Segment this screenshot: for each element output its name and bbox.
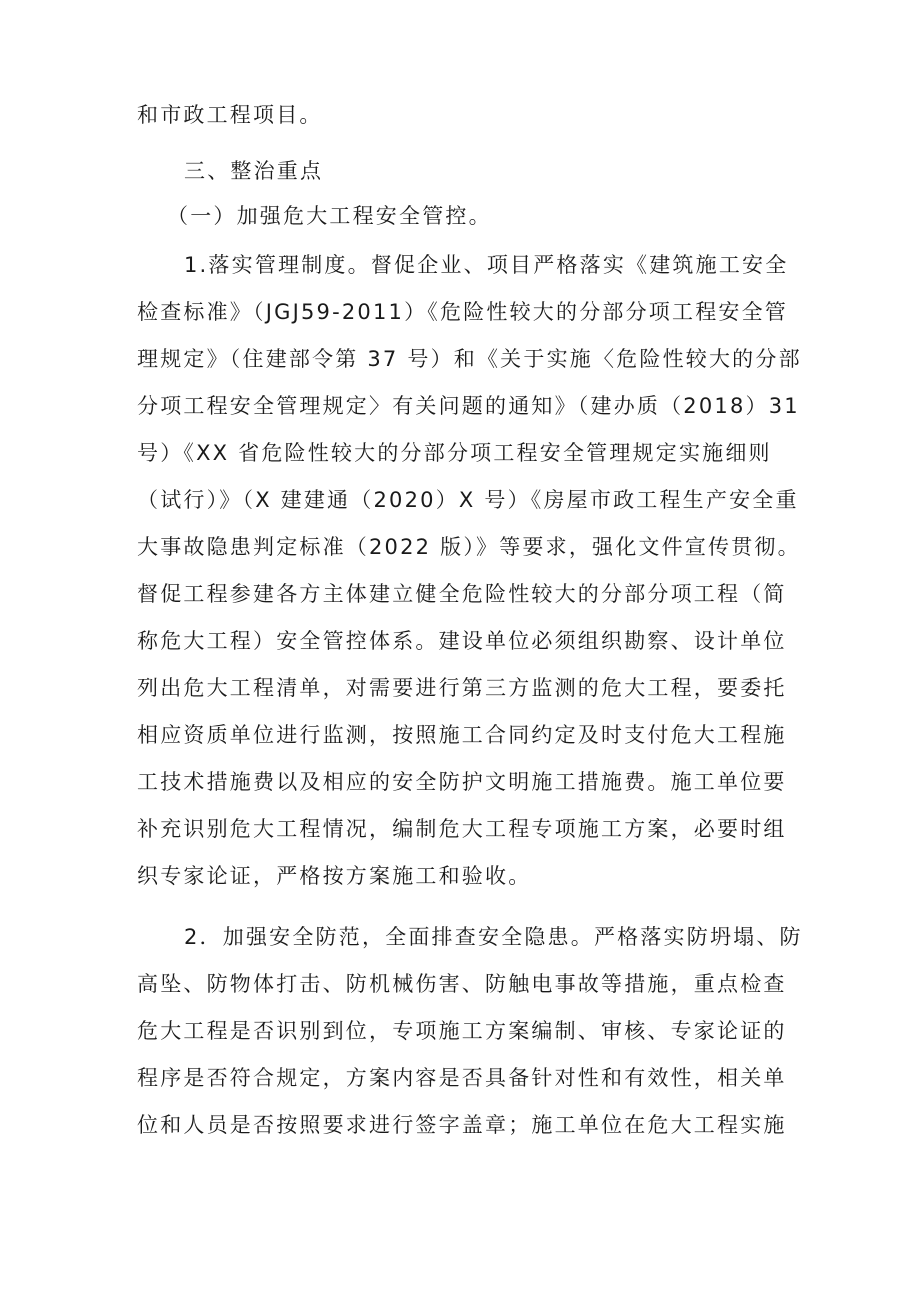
paragraph-1-line-14: 织专家论证，严格按方案施工和验收。 bbox=[137, 864, 532, 888]
paragraph-2-line-5: 位和人员是否按照要求进行签字盖章；施工单位在危大工程实施 bbox=[137, 1113, 787, 1137]
paragraph-1-line-3: 理规定》（住建部令第 37 号）和《关于实施〈危险性较大的分部 bbox=[137, 347, 802, 371]
paragraph-1-line-5: 号）《XX 省危险性较大的分部分项工程安全管理规定实施细则 bbox=[137, 441, 772, 465]
paragraph-1-line-10: 列出危大工程清单，对需要进行第三方监测的危大工程，要委托 bbox=[137, 676, 787, 700]
paragraph-2-line-2: 高坠、防物体打击、防机械伤害、防触电事故等措施，重点检查 bbox=[137, 972, 787, 996]
section-heading: 三、整治重点 bbox=[184, 159, 324, 183]
paragraph-2-line-3: 危大工程是否识别到位，专项施工方案编制、审核、专家论证的 bbox=[137, 1019, 787, 1043]
paragraph-1-line-4: 分项工程安全管理规定〉有关问题的通知》（建办质（2018）31 bbox=[137, 394, 800, 418]
subsection-heading: （一）加强危大工程安全管控。 bbox=[167, 204, 492, 228]
paragraph-2-line-1: 2．加强安全防范，全面排查安全隐患。严格落实防坍塌、防 bbox=[184, 925, 803, 949]
paragraph-1-line-9: 称危大工程）安全管控体系。建设单位必须组织勘察、设计单位 bbox=[137, 629, 787, 653]
paragraph-1-line-12: 工技术措施费以及相应的安全防护文明施工措施费。施工单位要 bbox=[137, 770, 787, 794]
paragraph-1-line-8: 督促工程参建各方主体建立健全危险性较大的分部分项工程（简 bbox=[137, 582, 787, 606]
paragraph-1-line-2: 检查标准》（JGJ59-2011）《危险性较大的分部分项工程安全管 bbox=[137, 300, 789, 324]
paragraph-1-line-11: 相应资质单位进行监测，按照施工合同约定及时支付危大工程施 bbox=[137, 723, 787, 747]
paragraph-2-line-4: 程序是否符合规定，方案内容是否具备针对性和有效性，相关单 bbox=[137, 1066, 787, 1090]
paragraph-1-line-6: （试行）》（X 建建通（2020）X 号）《房屋市政工程生产安全重 bbox=[137, 488, 799, 512]
text-line-1: 和市政工程项目。 bbox=[137, 103, 323, 127]
paragraph-1-line-1: 1.落实管理制度。督促企业、项目严格落实《建筑施工安全 bbox=[184, 253, 789, 277]
paragraph-1-line-7: 大事故隐患判定标准（2022 版）》等要求，强化文件宣传贯彻。 bbox=[137, 535, 801, 559]
paragraph-1-line-13: 补充识别危大工程情况，编制危大工程专项施工方案，必要时组 bbox=[137, 817, 787, 841]
